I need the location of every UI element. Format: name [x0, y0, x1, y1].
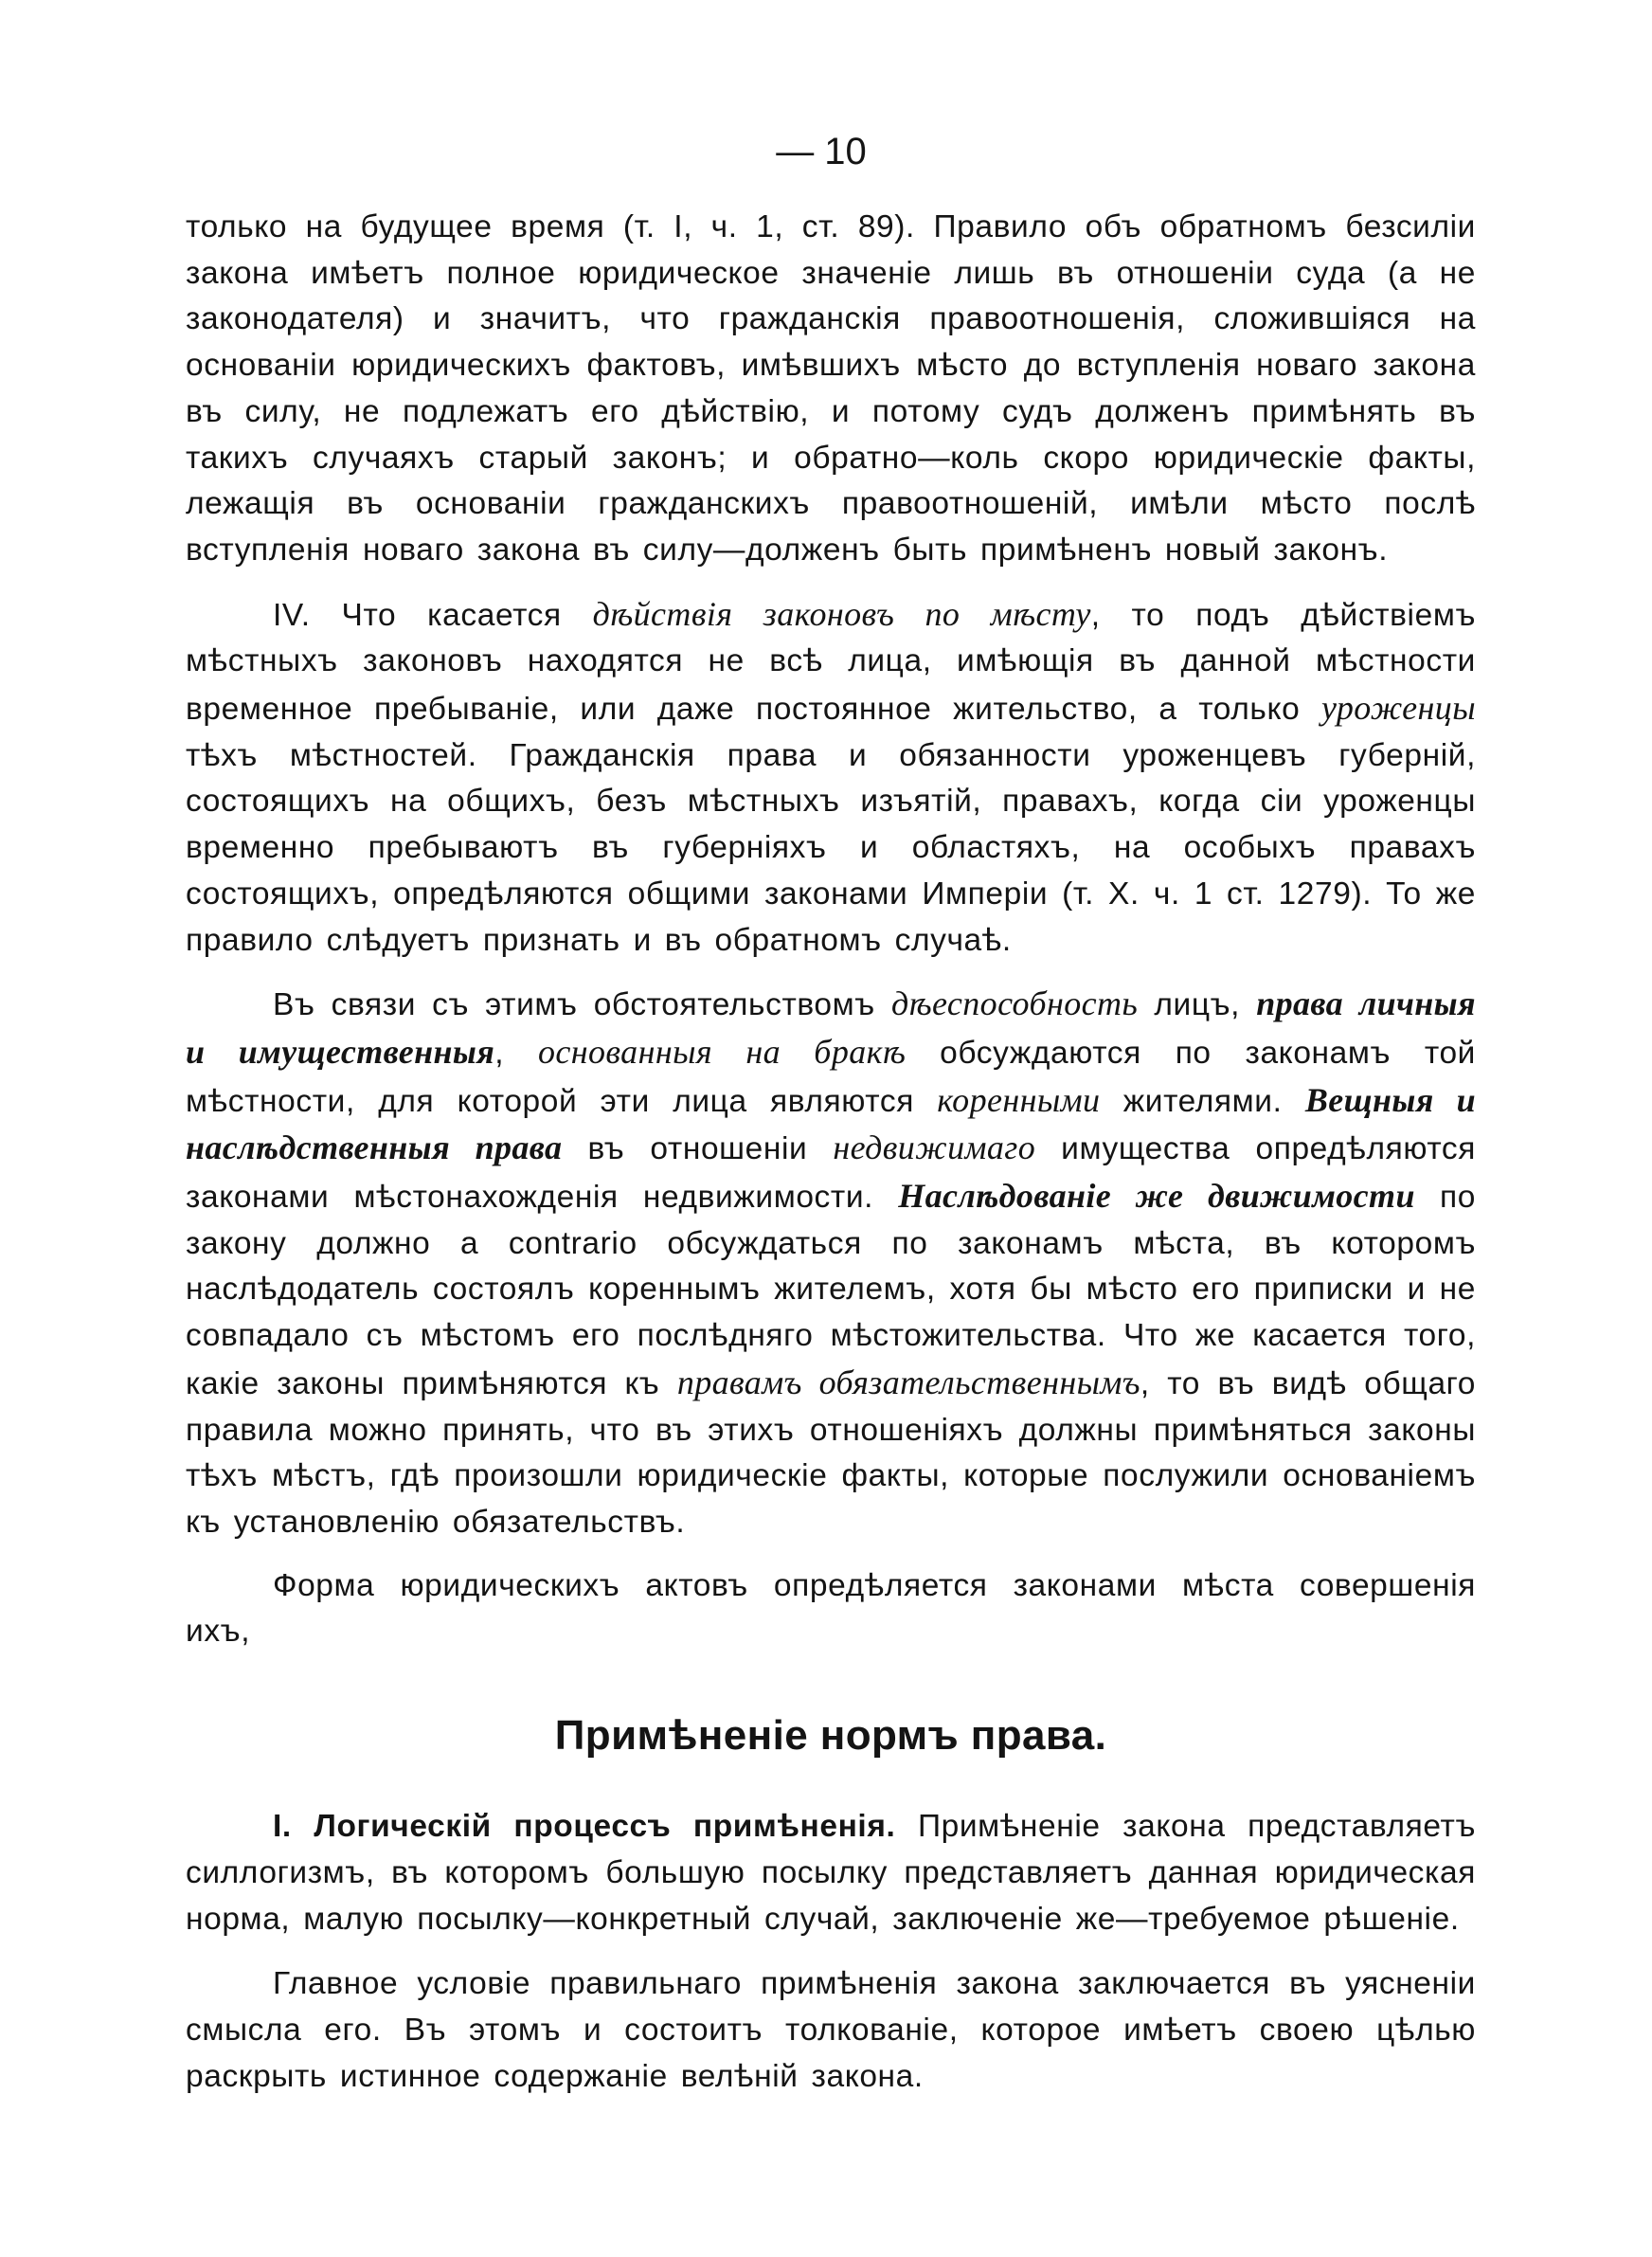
emphasis-text: правамъ обязательственнымъ	[676, 1363, 1140, 1401]
paragraph-capacity-and-rights	[186, 981, 1476, 1545]
text-run: IV. Что касается	[273, 597, 593, 633]
emphasis-text: коренными	[937, 1080, 1101, 1119]
bold-emphasis-text: права личныя и имущественныя	[186, 984, 1476, 1071]
text-run: , то въ видѣ общаго правила можно принять, что въ этихъ отношенiяхъ должны примѣняться законы тѣхъ мѣстъ, гдѣ произошли юридическiе факты, которые послужили основанiемъ къ установленiю обязательствъ.	[186, 1365, 1476, 1540]
text-run: Въ связи съ этимъ обстоятельствомъ	[273, 987, 891, 1023]
text-run: имущества опредѣляются законами мѣстонахожденiя недвижимости.	[186, 1131, 1476, 1216]
text-run: по закону должно а contrario обсуждаться по законамъ мѣста, въ которомъ наслѣдодатель состоялъ кореннымъ жителемъ, хотя бы мѣсто его приписки и не совпадало съ мѣстомъ его послѣдняго мѣстожительства. Что же касается того, какiе законы примѣняются къ	[186, 1180, 1476, 1401]
run-in-heading: I. Логическiй процессъ примѣненiя.	[273, 1809, 896, 1845]
bold-emphasis-text: Наслѣдованiе же движимости	[898, 1177, 1415, 1216]
text-run: тѣхъ мѣстностей. Гражданскiя права и обязанности уроженцевъ губернiй, состоящихъ на общихъ, безъ мѣстныхъ изъятiй, правахъ, когда сiи уроженцы временно пребываютъ въ губернiяхъ и областяхъ, на особыхъ правахъ состоящихъ, опредѣляются общими законами Имперiи (т. X. ч. 1 ст. 1279). То же правило слѣдуетъ признать и въ обратномъ случаѣ.	[186, 737, 1476, 958]
text-run: жителями.	[1100, 1083, 1305, 1119]
paragraph-logical-process	[186, 1804, 1476, 1942]
text-run: въ отношенiи	[562, 1131, 834, 1167]
text-run: , то подъ дѣйствiемъ мѣстныхъ законовъ находятся не всѣ лица, имѣющiя въ данной мѣстности временное пребыванiе, или даже постоянное жительство, а только	[186, 597, 1476, 728]
emphasis-text: дѣеспособность	[890, 984, 1139, 1023]
document-page	[186, 123, 1476, 2100]
paragraph-form-of-acts: Форма юридическихъ актовъ опредѣляется законами мѣста совершенiя ихъ,	[186, 1567, 1476, 1650]
text-run: Примѣненiе закона представляетъ силлогизмъ, въ которомъ большую посылку представляетъ данная юридическая норма, малую посылку—конкретный случай, заключенiе же—требуемое рѣшенiе.	[186, 1809, 1476, 1937]
emphasis-text: недвижимаго	[833, 1128, 1036, 1167]
section-heading: Примѣненiе нормъ права.	[554, 1712, 1107, 1760]
text-run: ,	[494, 1035, 538, 1071]
text-run: лицъ,	[1138, 987, 1257, 1023]
text-run: обсуждаются по законамъ той мѣстности, для которой эти лица являются	[186, 1035, 1476, 1119]
bold-emphasis-text: Вещныя и наслѣдственныя права	[186, 1080, 1477, 1167]
paragraph-retroactivity: только на будущее время (т. I, ч. 1, ст. 89). Правило объ обратномъ безсилiи закона имѣетъ полное юридическое значенiе лишь въ отношенiи суда (а не законодателя) и значитъ, что гражданскiя правоотношенiя, сложившiяся на основанiи юридическихъ фактовъ, имѣвшихъ мѣсто до вступленiя новаго закона въ силу, не подлежатъ его дѣйствiю, и потому судъ долженъ примѣнять въ такихъ случаяхъ старый законъ; и обратно—коль скоро юридическiе факты, лежащiя въ основанiи гражданскихъ правоотношенiй, имѣли мѣсто послѣ вступленiя новаго закона въ силу—долженъ быть примѣненъ новый законъ.	[186, 209, 1476, 568]
paragraph-laws-by-place	[186, 591, 1476, 965]
emphasis-text: дѣйствiя законовъ по мѣсту	[592, 594, 1091, 633]
page-number: — 10	[776, 131, 867, 172]
emphasis-text: основанныя на бракѣ	[537, 1032, 907, 1071]
emphasis-text: уроженцы	[1320, 689, 1476, 728]
paragraph-interpretation: Главное условiе правильнаго примѣненiя закона заключается въ уясненiи смысла его. Въ этомъ и состоитъ толкованiе, которое имѣетъ своею цѣлью раскрыть истинное содержанiе велѣнiй закона.	[186, 1966, 1476, 2094]
